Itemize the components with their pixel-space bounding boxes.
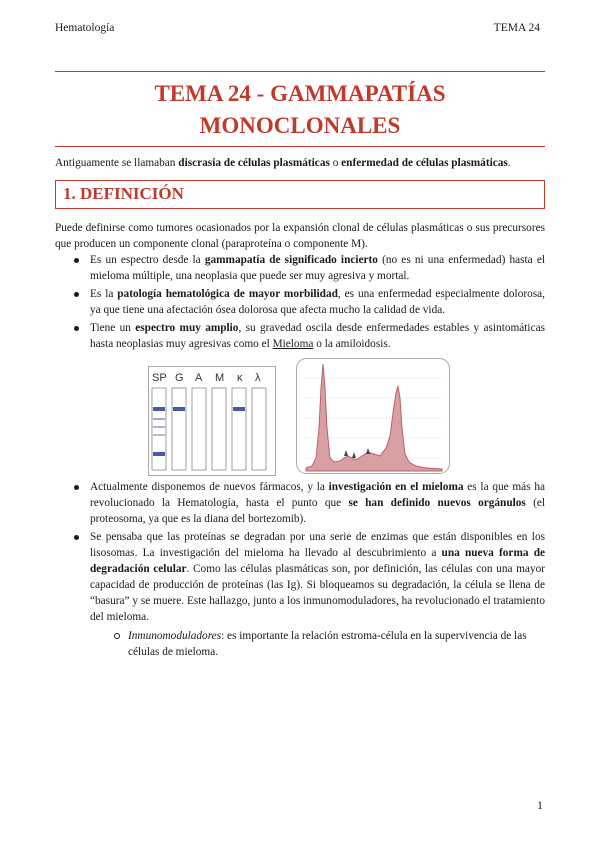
intro-bold-1: discrasia de células plasmáticas bbox=[178, 157, 330, 169]
section-heading-text: 1. DEFINICIÓN bbox=[63, 184, 184, 203]
immunofixation-gel-figure bbox=[148, 366, 276, 476]
bullet-bold: una nueva forma de degradación celular bbox=[90, 547, 546, 575]
page-header bbox=[55, 22, 540, 38]
gel-band-g bbox=[173, 407, 185, 411]
gel-band-sp-2 bbox=[153, 418, 165, 420]
subbullet-italic: Inmunomoduladores bbox=[128, 630, 222, 642]
bullet-text: o la amiloidosis. bbox=[313, 338, 391, 350]
bullet-bold: se han definido nuevos orgánulos bbox=[348, 497, 526, 509]
bullet-icon bbox=[74, 258, 79, 263]
header-topic: TEMA 24 bbox=[493, 22, 540, 34]
intro-text-2: o bbox=[329, 157, 342, 169]
gel-band-kappa bbox=[233, 407, 245, 411]
gel-band-sp-1 bbox=[153, 407, 165, 411]
myeloma-link[interactable]: Mieloma bbox=[272, 338, 314, 350]
page-number: 1 bbox=[537, 798, 543, 812]
header-subject: Hematología bbox=[55, 22, 115, 34]
title-line-2: MONOCLONALES bbox=[199, 113, 401, 138]
bullet-text: (el proteosoma, ya que es la diana del bortezomib). bbox=[90, 497, 545, 525]
immunomodulators-subbullet bbox=[110, 628, 545, 660]
bullet-bold: investigación en el mieloma bbox=[328, 481, 464, 493]
bullet-text: Se pensaba que las proteínas se degradan por una serie de enzimas que están disponibles en los lisosomas. La investigación del mieloma ha llevado al descubrimiento a bbox=[90, 531, 545, 559]
electrophoresis-peak-figure bbox=[296, 358, 450, 474]
bullet-bold: espectro muy amplio bbox=[135, 322, 239, 334]
bullet-icon bbox=[74, 485, 79, 490]
title-line-1: TEMA 24 - GAMMAPATÍAS bbox=[154, 81, 446, 106]
intro-text-3: . bbox=[507, 157, 511, 169]
bullet-bold: patología hematológica de mayor morbilidad bbox=[117, 288, 338, 300]
list-item bbox=[55, 479, 545, 527]
page-title bbox=[55, 78, 545, 142]
list-item bbox=[55, 320, 545, 352]
bullet-bold: gammapatía de significado incierto bbox=[204, 254, 378, 266]
intro-text-1: Antiguamente se llamaban bbox=[55, 157, 179, 169]
gel-band-sp-5 bbox=[153, 452, 165, 456]
list-item bbox=[55, 252, 545, 284]
gel-band-sp-3 bbox=[153, 426, 165, 428]
bullet-text: , es una enfermedad especialmente dolorosa, ya que tiene una afectación ósea dolorosa que afecta mucho la calidad de vida. bbox=[90, 288, 545, 316]
lane-label-g: G bbox=[175, 372, 184, 384]
intro-bold-2: enfermedad de células plasmáticas bbox=[341, 157, 508, 169]
bullet-text: Tiene un bbox=[90, 322, 136, 334]
definition-bullet-list bbox=[55, 252, 545, 354]
list-item bbox=[55, 529, 545, 625]
lane-label-a: A bbox=[195, 372, 203, 384]
bullet-text: Actualmente disponemos de nuevos fármacos, y la bbox=[90, 481, 329, 493]
lane-label-m: M bbox=[215, 372, 225, 384]
bullet-text: Es un espectro desde la bbox=[90, 254, 205, 266]
title-bottom-rule bbox=[55, 146, 545, 147]
title-top-rule bbox=[55, 71, 545, 72]
section-heading-definicion bbox=[55, 180, 545, 209]
lane-label-kappa: κ bbox=[237, 372, 243, 384]
definition-paragraph: Puede definirse como tumores ocasionados por la expansión clonal de células plasmáticas o sus precursores que producen un componente clonal (paraproteína o componente M). bbox=[55, 222, 545, 250]
lane-label-sp: SP bbox=[152, 372, 167, 384]
gel-band-sp-4 bbox=[153, 434, 165, 436]
bullet-icon bbox=[74, 326, 79, 331]
bullet-text: Es la bbox=[90, 288, 118, 300]
myeloma-bullet-list bbox=[55, 479, 545, 627]
bullet-text: (no es ni una enfermedad) hasta el mieloma múltiple, una neoplasia que puede ser muy agresiva y mortal. bbox=[90, 254, 545, 282]
list-item bbox=[55, 286, 545, 318]
bullet-icon bbox=[74, 292, 79, 297]
subbullet-text: : es importante la relación estroma-célula en la supervivencia de las células de mieloma. bbox=[128, 630, 527, 658]
bullet-icon bbox=[74, 535, 79, 540]
bullet-text: es la que más ha revolucionado la Hematología, hasta el punto que bbox=[90, 481, 546, 509]
bullet-text: . Como las células plasmáticas son, por definición, las células con una mayor capacidad de producción de proteínas (las Ig). Si bloqueamos su degradación, la célula se llena de “basura” y se muere. Este hallazgo, junto a los inmunomoduladores, ha revolucionado el tratamiento del mieloma. bbox=[90, 563, 545, 623]
sub-bullet-icon bbox=[114, 633, 120, 639]
bullet-text: , su gravedad oscila desde enfermedades estables y asintomáticas hasta neoplasias muy agresivas como el bbox=[90, 322, 545, 350]
lane-label-lambda: λ bbox=[255, 372, 261, 384]
intro-paragraph bbox=[55, 156, 545, 171]
